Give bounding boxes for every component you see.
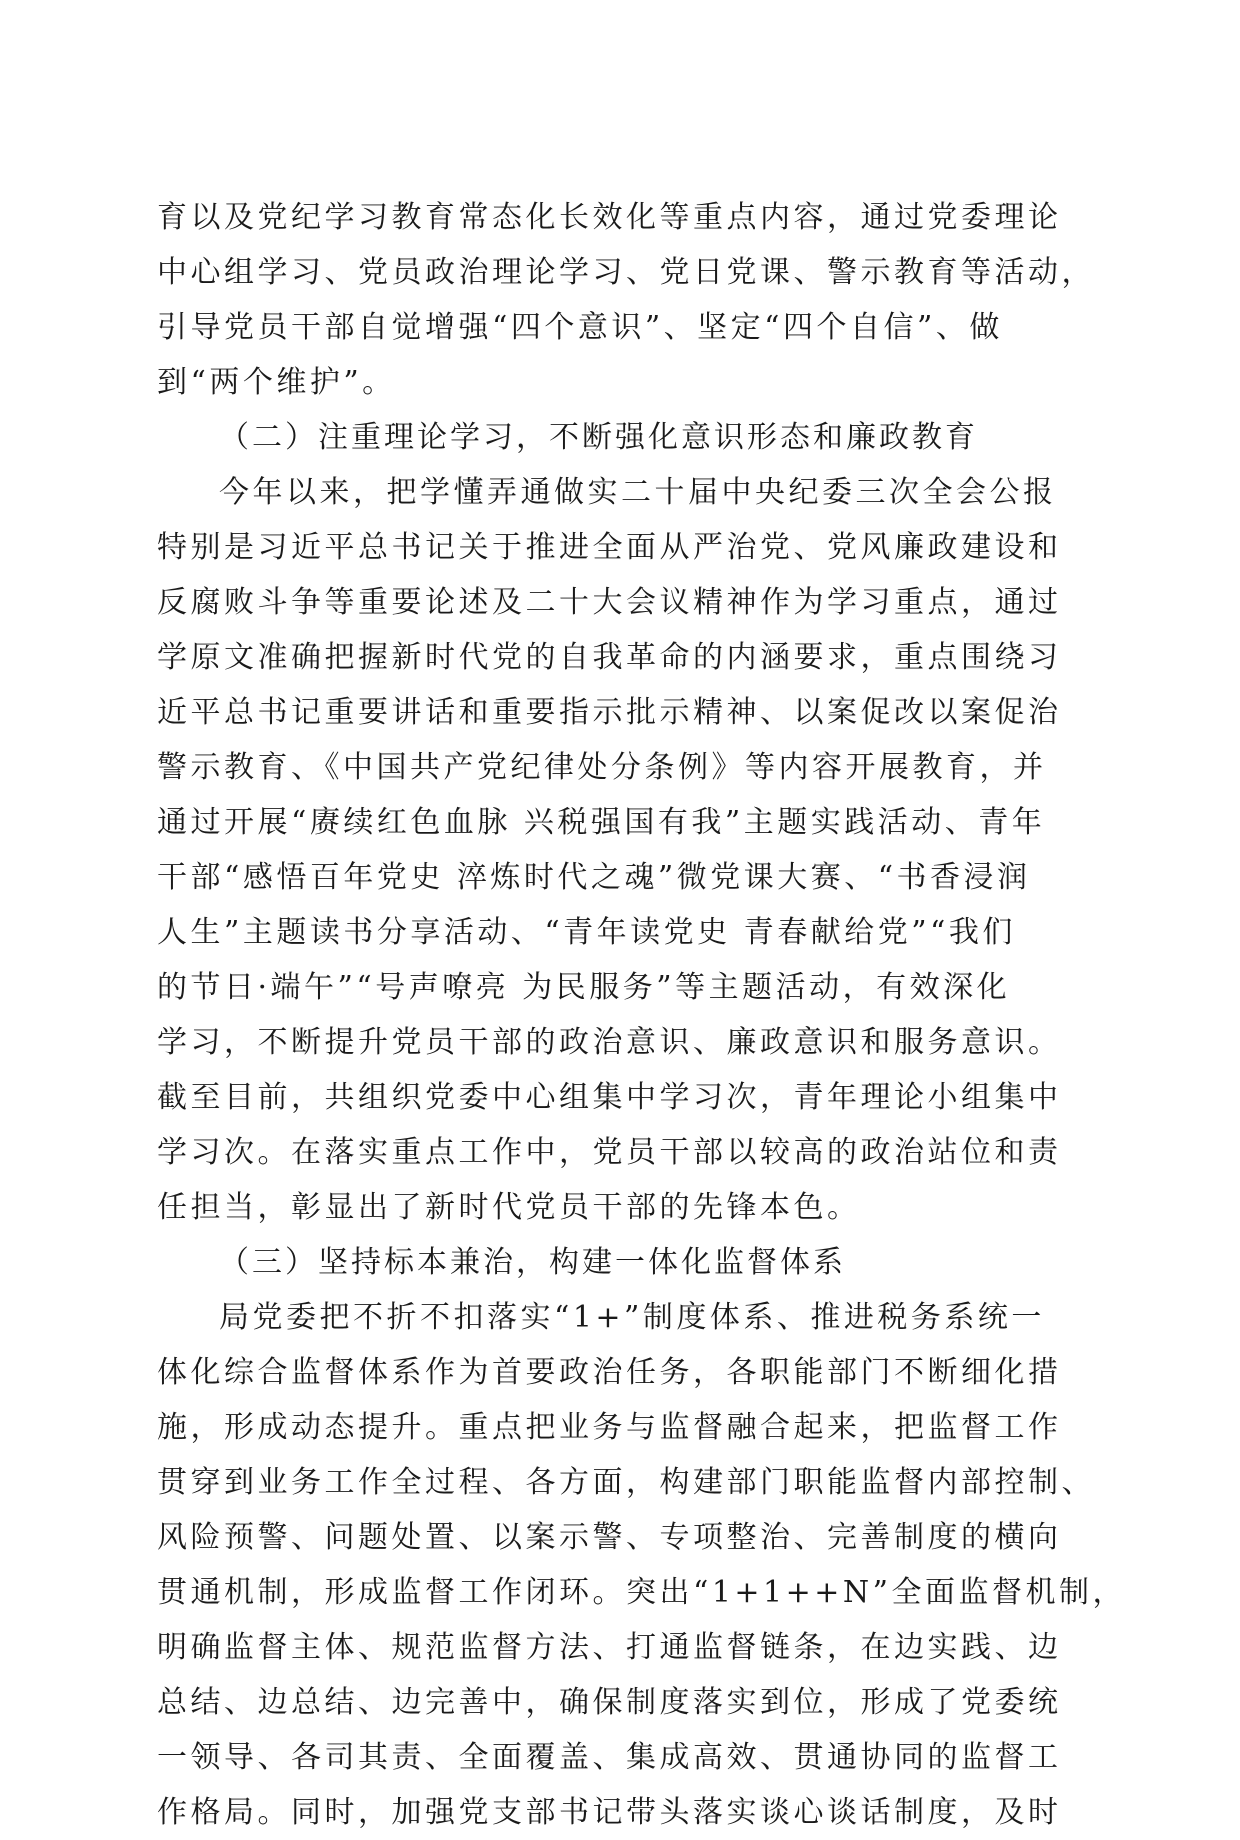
text-line: 风险预警、问题处置、以案示警、专项整治、完善制度的横向 — [157, 1520, 1062, 1555]
text-line: 引导党员干部自觉增强“四个意识”、坚定“四个自信”、做 — [157, 310, 1003, 345]
text-line: 体化综合监督体系作为首要政治任务，各职能部门不断细化措 — [157, 1355, 1062, 1390]
text-line: 中心组学习、党员政治理论学习、党日党课、警示教育等活动， — [157, 255, 1095, 290]
text-line: 今年以来，把学懂弄通做实二十届中央纪委三次全会公报 — [219, 475, 1057, 510]
text-line: 明确监督主体、规范监督方法、打通监督链条，在边实践、边 — [157, 1630, 1062, 1665]
text-line: 通过开展“赓续红色血脉 兴税强国有我”主题实践活动、青年 — [157, 805, 1046, 840]
text-line: 学原文准确把握新时代党的自我革命的内涵要求，重点围绕习 — [157, 640, 1062, 675]
text-line: 反腐败斗争等重要论述及二十大会议精神作为学习重点，通过 — [157, 585, 1062, 620]
text-line: 一领导、各司其责、全面覆盖、集成高效、贯通协同的监督工 — [157, 1740, 1062, 1775]
section2-paragraph — [157, 465, 1077, 1235]
section3-heading: （三）坚持标本兼治，构建一体化监督体系 — [219, 1245, 846, 1280]
text-line: 截至目前，共组织党委中心组集中学习次，青年理论小组集中 — [157, 1080, 1062, 1115]
text-line: 任担当，彰显出了新时代党员干部的先锋本色。 — [157, 1190, 861, 1225]
section3-paragraph — [157, 1290, 1127, 1840]
text-line: 人生”主题读书分享活动、“青年读党史 青春献给党”“我们 — [157, 915, 1016, 950]
text-line: 学习，不断提升党员干部的政治意识、廉政意识和服务意识。 — [157, 1025, 1062, 1060]
text-line: 特别是习近平总书记关于推进全面从严治党、党风廉政建设和 — [157, 530, 1062, 565]
section1-paragraph-tail — [157, 190, 1095, 410]
text-line: 总结、边总结、边完善中，确保制度落实到位，形成了党委统 — [157, 1685, 1062, 1720]
text-line: 贯穿到业务工作全过程、各方面，构建部门职能监督内部控制、 — [157, 1465, 1095, 1500]
text-line: 警示教育、《中国共产党纪律处分条例》等内容开展教育，并 — [157, 750, 1047, 785]
text-line: 局党委把不折不扣落实“1+”制度体系、推进税务系统一 — [219, 1300, 1045, 1335]
text-line: 育以及党纪学习教育常态化长效化等重点内容，通过党委理论 — [157, 200, 1062, 235]
text-line: 作格局。同时，加强党支部书记带头落实谈心谈话制度，及时 — [157, 1795, 1062, 1830]
text-line: 施，形成动态提升。重点把业务与监督融合起来，把监督工作 — [157, 1410, 1062, 1445]
section2-heading: （二）注重理论学习，不断强化意识形态和廉政教育 — [219, 420, 978, 455]
text-line: 干部“感悟百年党史 淬炼时代之魂”微党课大赛、“书香浸润 — [157, 860, 1031, 895]
text-line: 近平总书记重要讲话和重要指示批示精神、以案促改以案促治 — [157, 695, 1062, 730]
document-body — [157, 190, 1127, 1840]
text-line: 到“两个维护”。 — [157, 365, 396, 400]
text-line: 学习次。在落实重点工作中，党员干部以较高的政治站位和责 — [157, 1135, 1062, 1170]
text-line: 的节日·端午”“号声嘹亮 为民服务”等主题活动，有效深化 — [157, 970, 1011, 1005]
text-line: 贯通机制，形成监督工作闭环。突出“1+1++N”全面监督机制， — [157, 1575, 1127, 1610]
